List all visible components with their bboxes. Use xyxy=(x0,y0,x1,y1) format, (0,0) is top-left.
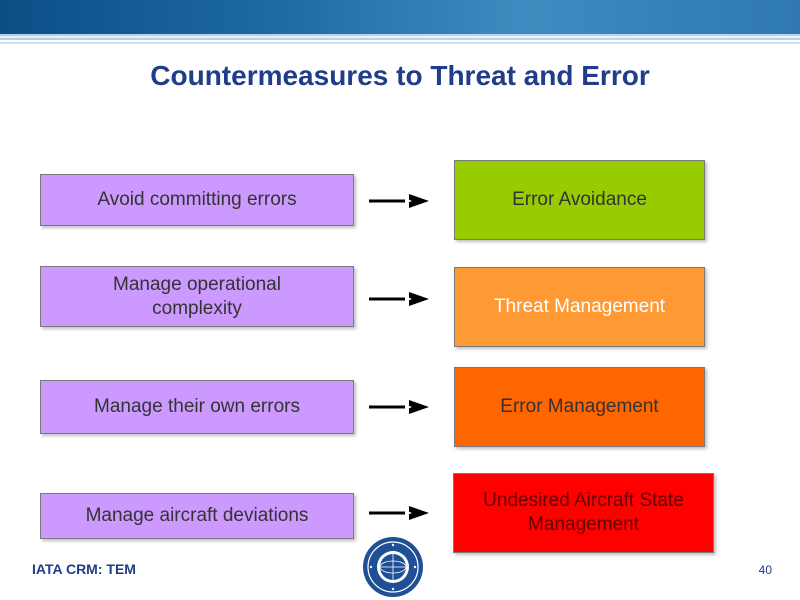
action-box-aircraft-deviations: Manage aircraft deviations xyxy=(40,493,354,539)
action-label: Manage operational complexity xyxy=(113,273,281,319)
action-box-avoid-errors: Avoid committing errors xyxy=(40,174,354,226)
countermeasure-threat-management: Threat Management xyxy=(454,267,705,347)
footer-label: IATA CRM: TEM xyxy=(32,561,136,577)
arrow-icon xyxy=(369,399,429,415)
action-box-own-errors: Manage their own errors xyxy=(40,380,354,434)
countermeasure-label: Undesired Aircraft State Management xyxy=(483,490,684,535)
countermeasure-error-avoidance: Error Avoidance xyxy=(454,160,705,240)
header-stripes xyxy=(0,34,800,44)
countermeasure-error-management: Error Management xyxy=(454,367,705,447)
page-title: Countermeasures to Threat and Error xyxy=(150,60,650,91)
action-box-operational-complexity xyxy=(40,266,354,327)
arrow-icon xyxy=(369,505,429,521)
arrow-icon xyxy=(369,291,429,307)
page-number: 40 xyxy=(758,563,772,577)
arrow-icon xyxy=(369,193,429,209)
countermeasure-undesired-aircraft-state xyxy=(453,473,714,553)
iata-training-institute-logo-icon xyxy=(362,536,424,598)
